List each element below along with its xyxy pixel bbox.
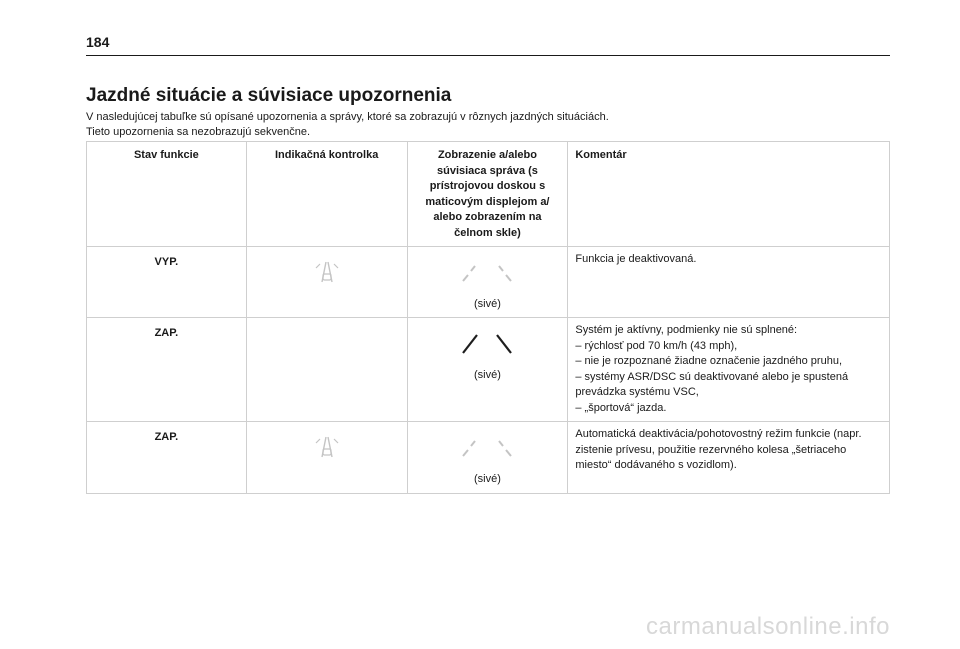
indicator-cell bbox=[246, 422, 407, 494]
comment-line: – „športová“ jazda. bbox=[575, 401, 667, 414]
header-comment: Komentár bbox=[568, 142, 890, 247]
page-title: Jazdné situácie a súvisiace upozornenia bbox=[86, 85, 452, 106]
display-caption: (sivé) bbox=[474, 472, 501, 485]
table-row bbox=[87, 318, 890, 422]
table-row bbox=[87, 422, 890, 494]
lane-lines-dashed-icon bbox=[459, 259, 515, 285]
comment-line: – rýchlosť pod 70 km/h (43 mph), bbox=[575, 339, 738, 352]
lane-lines-solid-icon bbox=[459, 330, 515, 356]
state-cell: ZAP. bbox=[87, 318, 247, 422]
display-caption: (sivé) bbox=[474, 368, 501, 381]
table-row bbox=[87, 247, 890, 318]
header-indicator: Indikačná kontrolka bbox=[246, 142, 407, 247]
header-rule bbox=[86, 55, 890, 56]
comment-cell bbox=[568, 318, 890, 422]
intro-text bbox=[86, 110, 609, 140]
state-cell: ZAP. bbox=[87, 422, 247, 494]
intro-line: Tieto upozornenia sa nezobrazujú sekvenčne. bbox=[86, 126, 311, 138]
display-cell bbox=[407, 318, 568, 422]
comment-cell bbox=[568, 422, 890, 494]
lane-keeping-warning-icon bbox=[312, 256, 342, 286]
header-display: Zobrazenie a/alebo súvisiaca správa (s prístrojovou doskou s maticovým displejom a/ alebo zobrazením na čelnom skle) bbox=[407, 142, 568, 247]
comment-line: Automatická deaktivácia/pohotovostný režim funkcie (napr. zistenie prívesu, použitie rezervného kolesa „šetriaceho miesto“ dodávaného s vozidlom). bbox=[575, 428, 862, 471]
intro-line: V nasledujúcej tabuľke sú opísané upozornenia a správy, ktoré sa zobrazujú v rôznych jazdných situáciách. bbox=[86, 111, 609, 123]
state-cell: VYP. bbox=[87, 247, 247, 318]
lane-lines-dashed-icon bbox=[459, 434, 515, 460]
watermark: carmanualsonline.info bbox=[646, 613, 890, 640]
indicator-cell bbox=[246, 318, 407, 422]
page-number: 184 bbox=[86, 34, 110, 50]
header-state: Stav funkcie bbox=[87, 142, 247, 247]
display-caption: (sivé) bbox=[474, 297, 501, 310]
indicator-cell bbox=[246, 247, 407, 318]
table-header-row bbox=[87, 142, 890, 247]
comment-line: – nie je rozpoznané žiadne označenie jazdného pruhu, bbox=[575, 355, 843, 367]
display-cell bbox=[407, 247, 568, 318]
warnings-table bbox=[86, 141, 890, 494]
comment-cell bbox=[568, 247, 890, 318]
comment-line: Funkcia je deaktivovaná. bbox=[575, 253, 697, 265]
comment-line: Systém je aktívny, podmienky nie sú splnené: bbox=[575, 324, 798, 336]
display-cell bbox=[407, 422, 568, 494]
comment-line: – systémy ASR/DSC sú deaktivované alebo je spustená prevádzka systému VSC, bbox=[575, 370, 849, 398]
lane-keeping-warning-icon bbox=[312, 431, 342, 461]
